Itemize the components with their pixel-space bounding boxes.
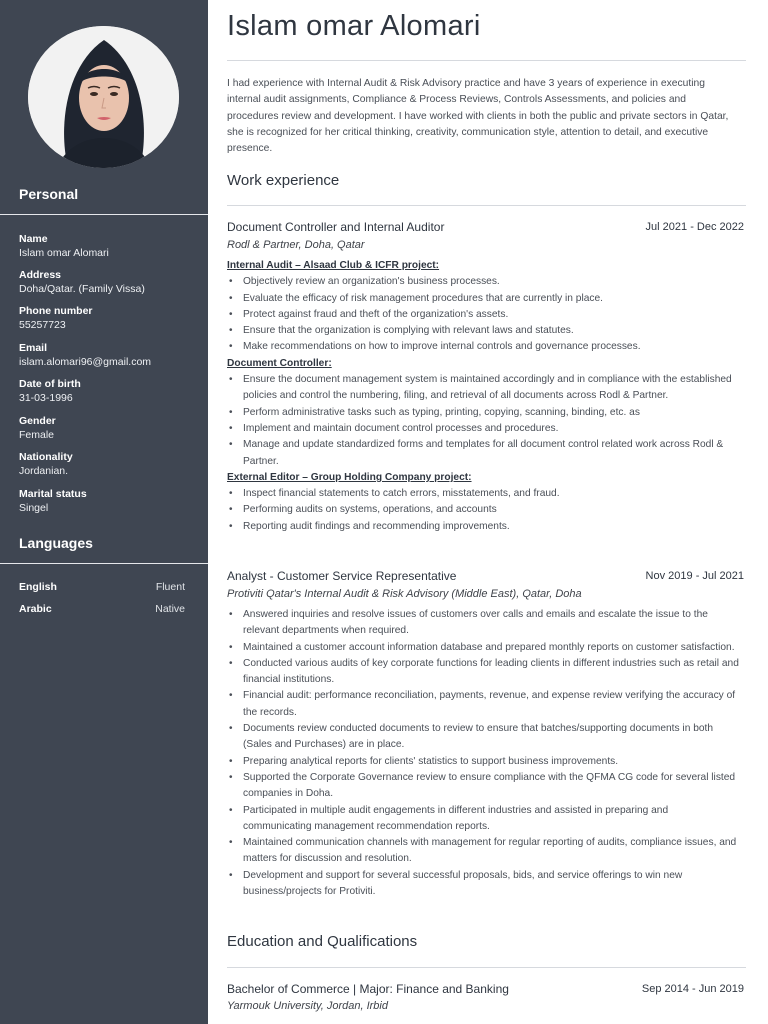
list-item: • Development and support for several successful proposals, bids, and service offerings to win new business/projects for Protiviti. [227, 868, 739, 901]
field-label: Phone number [19, 305, 93, 317]
field-value: Female [19, 429, 55, 441]
education-heading: Education and Qualifications [227, 933, 418, 950]
degree-title: Bachelor of Commerce | Major: Finance and Banking [227, 982, 509, 996]
list-item: • Participated in multiple audit engagements in different industries and assisted in preparing and communicating management recommendation reports. [227, 803, 739, 836]
field-label: Gender [19, 415, 56, 427]
field-gender [19, 414, 56, 442]
list-item: • Preparing analytical reports for clients' statistics to support business improvements. [227, 754, 739, 770]
field-marital-status [19, 487, 87, 515]
field-date-of-birth [19, 377, 81, 405]
list-item: • Reporting audit findings and recommending improvements. [227, 519, 739, 535]
list-item: • Perform administrative tasks such as typing, printing, copying, scanning, binding, etc. as [227, 405, 739, 421]
education-dates: Sep 2014 - Jun 2019 [641, 983, 744, 995]
field-value: Doha/Qatar. (Family Vissa) [19, 283, 145, 295]
languages-heading: Languages [19, 535, 93, 551]
job-dates: Jul 2021 - Dec 2022 [645, 221, 744, 233]
field-label: Email [19, 342, 48, 354]
field-value[interactable]: islam.alomari96@gmail.com [19, 356, 152, 368]
field-email [19, 341, 151, 369]
bullet-list [227, 372, 739, 470]
list-item: • Answered inquiries and resolve issues of customers over calls and emails and escalate the issue to the relevant departments when required. [227, 607, 739, 640]
list-item: • Documents review conducted documents to review to ensure that batches/supporting documents in both (Sales and Purchases) are in place. [227, 721, 739, 754]
list-item: • Ensure that the organization is complying with relevant laws and statutes. [227, 323, 739, 339]
list-item: • Objectively review an organization's business processes. [227, 274, 739, 290]
list-item: • Maintained a customer account information database and prepared monthly reports on customer satisfaction. [227, 640, 739, 656]
list-item: • Inspect financial statements to catch errors, misstatements, and fraud. [227, 486, 739, 502]
job-subheading: Internal Audit – Alsaad Club & ICFR project: [227, 260, 440, 271]
page-title: Islam omar Alomari [227, 10, 481, 42]
field-label: Nationality [19, 451, 73, 463]
job-company: Protiviti Qatar's Internal Audit & Risk Advisory (Middle East), Qatar, Doha [227, 588, 582, 600]
field-value: 31-03-1996 [19, 392, 73, 404]
list-item: • Performing audits on systems, operations, and accounts [227, 502, 739, 518]
list-item: • Protect against fraud and theft of the organization's assets. [227, 307, 739, 323]
job-title: Analyst - Customer Service Representative [227, 569, 457, 583]
personal-divider [0, 214, 208, 215]
summary-paragraph: I had experience with Internal Audit & Risk Advisory practice and have 3 years of experience in executing internal audit assignments, Compliance & Process Reviews, Controls Assessments, and policies and procedures review and development. I have worked with clients in both the public and private sectors in Qatar, she is recognized for her critical thinking, creativity, communication style, attention to detail, and executive presence. [227, 78, 729, 155]
language-level: Fluent [155, 581, 185, 593]
job-company: Rodl & Partner, Doha, Qatar [227, 239, 365, 251]
list-item: • Implement and maintain document control processes and procedures. [227, 421, 739, 437]
education-school: Yarmouk University, Jordan, Irbid [227, 1000, 388, 1012]
field-name [19, 232, 109, 260]
portrait-image [28, 26, 179, 168]
job-1-details [227, 258, 739, 535]
job-subheading: External Editor – Group Holding Company project: [227, 471, 472, 483]
personal-heading: Personal [19, 186, 79, 202]
languages-divider [0, 563, 208, 564]
field-label: Address [19, 269, 62, 281]
bullet-list [227, 607, 739, 900]
list-item: • Make recommendations on how to improve internal controls and governance processes. [227, 339, 739, 355]
profile-photo [28, 26, 179, 168]
bullet-list [227, 486, 739, 535]
job-subheading: Document Controller: [227, 357, 332, 369]
education-divider [227, 967, 746, 968]
list-item: • Maintained communication channels with management for regular reporting of audits, compliance issues, and matters for discussion and resolution. [227, 835, 739, 868]
bullet-list [227, 274, 739, 355]
job-title: Document Controller and Internal Auditor [227, 220, 445, 234]
work-divider [227, 205, 746, 206]
language-row-arabic [19, 603, 185, 615]
job-dates: Nov 2019 - Jul 2021 [645, 570, 744, 582]
field-label: Marital status [19, 488, 87, 500]
field-value: Islam omar Alomari [19, 247, 109, 259]
list-item: • Conducted various audits of key corporate functions for leading clients in different industries such as retail and financial institutions. [227, 656, 739, 689]
job-2-details [227, 607, 739, 900]
sidebar [0, 0, 208, 1024]
field-address [19, 268, 145, 296]
work-experience-heading: Work experience [227, 172, 340, 189]
field-nationality [19, 450, 73, 478]
language-name: English [19, 581, 57, 593]
list-item: • Ensure the document management system is maintained accordingly and in compliance with the established policies and control the numbering, filing, and retrieval of all documents across Rodl & Partner. [227, 372, 739, 405]
title-divider [227, 60, 746, 61]
field-label: Name [19, 233, 48, 245]
language-level: Native [155, 603, 185, 615]
language-row-english [19, 581, 185, 593]
list-item: • Supported the Corporate Governance review to ensure compliance with the QFMA CG code for several listed companies in Doha. [227, 770, 739, 803]
list-item: • Evaluate the efficacy of risk management procedures that are currently in place. [227, 291, 739, 307]
list-item: • Manage and update standardized forms and templates for all document control related work across Rodl & Partner. [227, 437, 739, 470]
field-value: Jordanian. [19, 465, 69, 477]
field-value: 55257723 [19, 319, 66, 331]
field-value: Singel [19, 502, 49, 514]
field-label: Date of birth [19, 378, 81, 390]
list-item: • Financial audit: performance reconciliation, payments, revenue, and expense review verifying the accuracy of the records. [227, 688, 739, 721]
language-name: Arabic [19, 603, 52, 615]
field-phone [19, 304, 93, 332]
